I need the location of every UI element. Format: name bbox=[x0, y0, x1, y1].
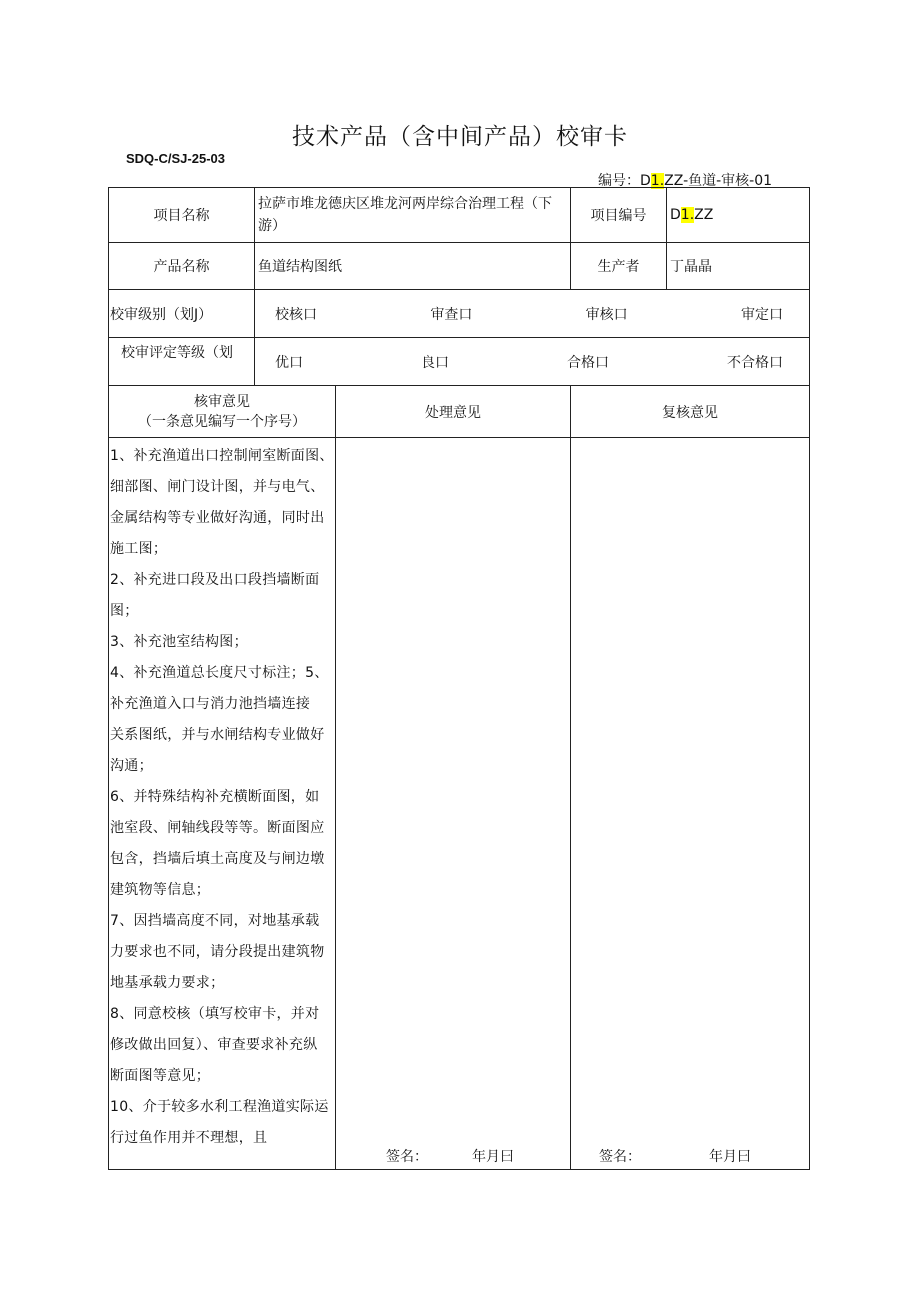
product-name-label: 产品名称 bbox=[109, 243, 255, 290]
product-name-value: 鱼道结构图纸 bbox=[255, 243, 571, 290]
handling-opinion-cell[interactable] bbox=[336, 438, 571, 1170]
comment-line: 地基承载力要求； bbox=[110, 975, 225, 991]
date-label: 年月曰 bbox=[709, 1149, 751, 1165]
handling-signature-row bbox=[336, 1145, 570, 1169]
recheck-opinion-cell[interactable] bbox=[571, 438, 810, 1170]
review-card-table bbox=[108, 187, 810, 1170]
review-level-options bbox=[255, 290, 810, 338]
serial-highlight: 1. bbox=[650, 173, 665, 189]
review-level-option[interactable]: 审定口 bbox=[740, 306, 783, 323]
rating-option[interactable]: 不合格口 bbox=[727, 354, 783, 371]
comment-line: 关系图纸，并与水闸结构专业做好 bbox=[110, 727, 325, 743]
page-title: 技术产品（含中间产品）校审卡 bbox=[292, 124, 628, 150]
date-label: 年月曰 bbox=[472, 1149, 514, 1165]
comment-line: 细部图、闸门设计图，并与电气、 bbox=[110, 479, 325, 495]
project-code-value bbox=[667, 188, 810, 243]
comment-line: 图； bbox=[110, 603, 139, 619]
comment-line: 2、补充进口段及出口段挡墙断面 bbox=[110, 572, 320, 588]
comment-line: 沟通； bbox=[110, 758, 153, 774]
comment-line: 断面图等意见； bbox=[110, 1068, 211, 1084]
comment-line: 修改做出回复）、审查要求补充纵 bbox=[110, 1037, 318, 1053]
comment-line: 4、补充渔道总长度尺寸标注；5、 bbox=[110, 665, 329, 681]
comment-line: 6、并特殊结构补充横断面图，如 bbox=[110, 789, 320, 805]
signature-label: 签名： bbox=[599, 1149, 641, 1165]
serial-prefix: 编号：D bbox=[598, 173, 651, 189]
review-opinion-title: 核审意见 bbox=[194, 393, 250, 410]
producer-label: 生产者 bbox=[571, 243, 667, 290]
review-opinion-header bbox=[109, 386, 336, 438]
comment-line: 10、介于较多水利工程渔道实际运 bbox=[110, 1099, 329, 1115]
project-name-value: 拉萨市堆龙德庆区堆龙河两岸综合治理工程（下游） bbox=[255, 188, 571, 243]
review-comments-cell bbox=[109, 438, 336, 1170]
comment-line: 包含，挡墙后填土高度及与闸边墩 bbox=[110, 851, 325, 867]
producer-value: 丁晶晶 bbox=[667, 243, 810, 290]
comment-line: 力要求也不同，请分段提出建筑物 bbox=[110, 944, 325, 960]
comment-line: 池室段、闸轴线段等等。断面图应 bbox=[110, 820, 325, 836]
comment-line: 1、补充渔道出口控制闸室断面图、 bbox=[110, 448, 334, 464]
comment-line: 8、同意校核（填写校审卡，并对 bbox=[110, 1006, 320, 1022]
comment-line: 补充渔道入口与消力池挡墙连接 bbox=[110, 696, 311, 712]
comment-line: 金属结构等专业做好沟通，同时出 bbox=[110, 510, 325, 526]
comment-line: 7、因挡墙高度不同，对地基承载 bbox=[110, 913, 320, 929]
serial-suffix: ZZ-鱼道-审核-01 bbox=[664, 173, 773, 189]
review-level-option[interactable]: 审核口 bbox=[585, 306, 628, 323]
comment-line: 3、补充池室结构图； bbox=[110, 634, 248, 650]
recheck-signature-row bbox=[571, 1145, 809, 1169]
rating-options bbox=[255, 338, 810, 386]
rating-option[interactable]: 合格口 bbox=[567, 354, 609, 371]
review-level-label: 校审级别（划J） bbox=[109, 290, 255, 338]
review-opinion-subtitle: （一条意见编写一个序号） bbox=[138, 413, 306, 430]
handling-opinion-header: 处理意见 bbox=[336, 386, 571, 438]
rating-option[interactable]: 良口 bbox=[421, 354, 449, 371]
review-level-option[interactable]: 校核口 bbox=[275, 306, 317, 323]
comment-line: 建筑物等信息； bbox=[110, 882, 211, 898]
rating-label: 校审评定等级（划 bbox=[109, 338, 255, 386]
recheck-opinion-header: 复核意见 bbox=[571, 386, 810, 438]
document-code: SDQ-C/SJ-25-03 bbox=[126, 151, 225, 166]
signature-label: 签名： bbox=[386, 1149, 428, 1165]
project-code-label: 项目编号 bbox=[571, 188, 667, 243]
project-code-prefix: D bbox=[670, 207, 681, 223]
project-code-highlight: 1. bbox=[680, 207, 695, 223]
project-name-label: 项目名称 bbox=[109, 188, 255, 243]
project-code-suffix: ZZ bbox=[694, 207, 714, 223]
comment-line: 施工图； bbox=[110, 541, 168, 557]
rating-option[interactable]: 优口 bbox=[275, 354, 303, 371]
comment-line: 行过鱼作用并不理想，且 bbox=[110, 1130, 268, 1146]
review-level-option[interactable]: 审查口 bbox=[430, 306, 473, 323]
